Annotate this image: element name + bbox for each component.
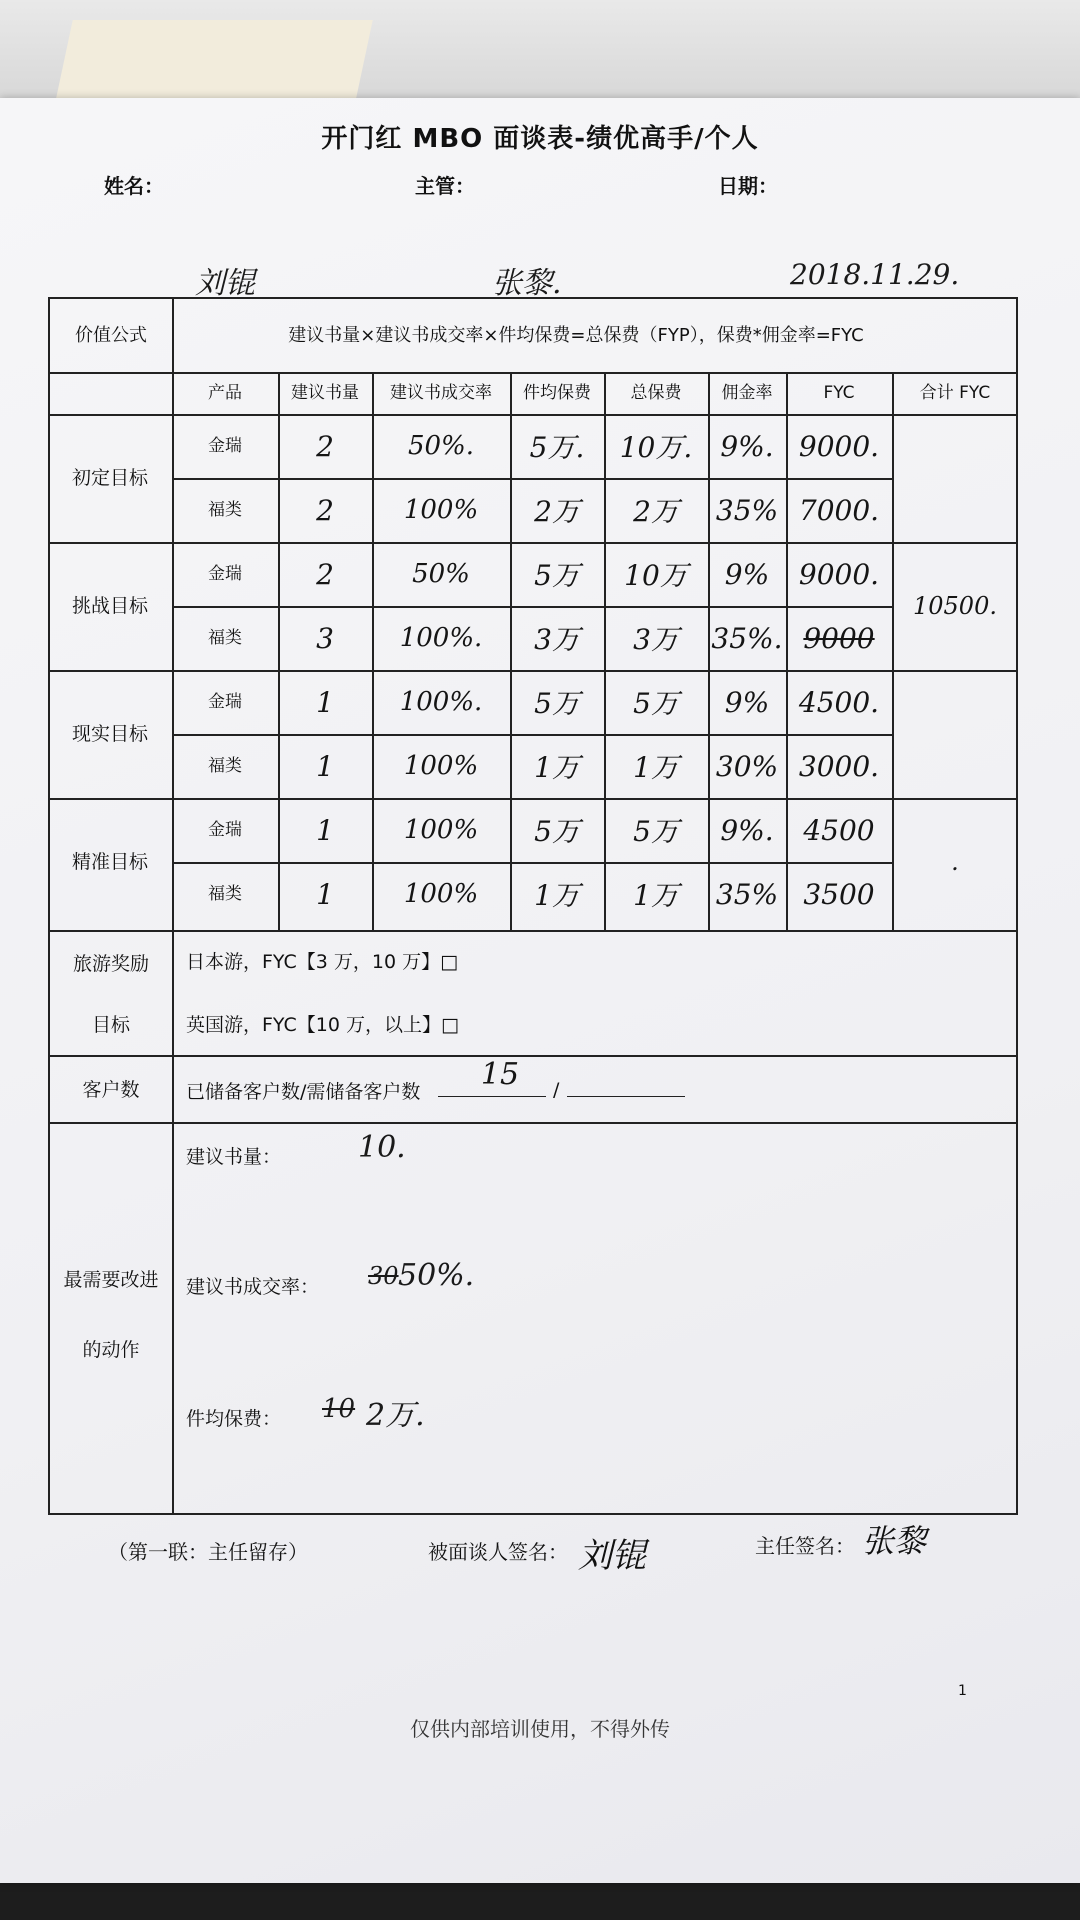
column-header: 总保费: [630, 382, 682, 403]
director-signature: 张黎: [862, 1522, 927, 1560]
travel-label-line2: 目标: [91, 1013, 130, 1036]
travel-label-line1: 旅游奖励: [72, 952, 149, 975]
table-cell-product: 福类: [208, 627, 242, 648]
table-cell-fyc: 4500.: [798, 685, 880, 719]
table-cell-rate: 100%: [403, 495, 479, 525]
table-cell-comm: 30%: [715, 749, 779, 783]
table-rule: [48, 1122, 1018, 1124]
group-label: 精准目标: [71, 850, 148, 873]
confidential-note: 仅供内部培训使用，不得外传: [410, 1717, 670, 1741]
table-cell-total: 5万: [633, 815, 679, 848]
clients-stored-line: [438, 1096, 546, 1097]
table-cell-avg: 3万: [534, 623, 580, 656]
table-cell-avg: 5万: [534, 559, 580, 592]
name-label: 姓名：: [104, 174, 164, 198]
group-total-fyc: [892, 414, 1018, 542]
group-label: 现实目标: [71, 722, 148, 745]
improve-close-rate-label: 建议书成交率：: [186, 1275, 320, 1298]
table-cell-total: 1万: [633, 751, 679, 784]
manager-label: 主管：: [415, 174, 475, 198]
formula-text: 建议书量×建议书成交率×件均保费=总保费（FYP），保费*佣金率=FYC: [288, 325, 864, 347]
improve-avg-premium-struck: 10: [322, 1394, 356, 1424]
table-cell-qty: 2: [316, 493, 334, 527]
table-cell-product: 金瑞: [208, 819, 242, 840]
table-cell-product: 金瑞: [208, 691, 242, 712]
table-cell-fyc: 9000.: [798, 429, 880, 463]
table-cell-fyc: 9000.: [798, 557, 880, 591]
improve-proposal-count-value: 10.: [358, 1130, 406, 1165]
copy-note: （第一联：主任留存）: [108, 1540, 308, 1564]
group-total-fyc: 10500.: [913, 592, 997, 620]
table-cell-rate: 100%: [403, 815, 479, 845]
table-cell-product: 福类: [208, 883, 242, 904]
table-cell-qty: 1: [316, 877, 334, 911]
table-cell-avg: 5万: [534, 687, 580, 720]
table-cell-fyc: 4500: [803, 813, 875, 847]
improve-proposal-count-label: 建议书量：: [186, 1145, 282, 1168]
table-cell-total: 1万: [633, 879, 679, 912]
table-cell-total: 10万: [624, 559, 688, 592]
improve-label-line2: 的动作: [82, 1338, 140, 1361]
group-rule: [48, 930, 1018, 932]
table-cell-comm: 35%: [715, 877, 779, 911]
table-cell-product: 金瑞: [208, 435, 242, 456]
improve-avg-premium-label: 件均保费：: [186, 1407, 282, 1430]
group-label: 挑战目标: [71, 594, 148, 617]
table-cell-rate: 100%.: [399, 623, 483, 653]
table-cell-rate: 50%.: [407, 431, 475, 461]
table-cell-fyc: 9000: [803, 621, 875, 655]
director-signature-label: 主任签名：: [755, 1534, 855, 1558]
column-header: 产品: [208, 382, 242, 403]
column-header: 佣金率: [721, 382, 773, 403]
table-cell-comm: 9%.: [720, 813, 774, 847]
table-cell-avg: 2万: [534, 495, 580, 528]
improve-label-line1: 最需要改进: [63, 1268, 159, 1291]
table-cell-product: 福类: [208, 499, 242, 520]
column-header: 建议书成交率: [390, 382, 492, 403]
table-cell-total: 2万: [633, 495, 679, 528]
name-value: 刘锟: [195, 266, 255, 301]
table-cell-fyc: 3500: [803, 877, 875, 911]
clients-separator: /: [553, 1079, 560, 1101]
group-label: 初定目标: [71, 466, 148, 489]
table-cell-rate: 100%: [403, 751, 479, 781]
date-label: 日期：: [718, 174, 778, 198]
table-cell-total: 3万: [633, 623, 679, 656]
table-cell-avg: 5万: [534, 815, 580, 848]
column-header: 建议书量: [291, 382, 359, 403]
table-cell-avg: 5万.: [529, 431, 585, 464]
table-cell-rate: 100%.: [399, 687, 483, 717]
column-header: 合计 FYC: [919, 382, 991, 403]
manager-value: 张黎.: [492, 266, 562, 301]
table-cell-comm: 35%: [715, 493, 779, 527]
table-cell-comm: 9%: [724, 557, 770, 591]
column-header: FYC: [823, 382, 855, 403]
improve-close-rate-value: 50%.: [398, 1258, 475, 1293]
formula-label: 价值公式: [75, 325, 147, 347]
column-header: 件均保费: [523, 382, 591, 403]
table-cell-qty: 1: [316, 813, 334, 847]
table-cell-product: 金瑞: [208, 563, 242, 584]
table-cell-product: 福类: [208, 755, 242, 776]
table-cell-total: 5万: [633, 687, 679, 720]
travel-option-japan: 日本游，FYC【3 万，10 万】□: [186, 950, 459, 973]
form-title: 开门红 MBO 面谈表-绩优高手/个人: [321, 124, 759, 154]
table-cell-fyc: 7000.: [798, 493, 880, 527]
table-cell-qty: 1: [316, 749, 334, 783]
clients-label: 客户数: [82, 1078, 140, 1101]
table-cell-qty: 2: [316, 429, 334, 463]
clients-text: 已储备客户数/需储备客户数: [186, 1080, 421, 1103]
improve-close-rate-struck: 30: [368, 1262, 399, 1290]
table-cell-fyc: 3000.: [798, 749, 880, 783]
table-cell-qty: 2: [316, 557, 334, 591]
table-cell-comm: 9%: [724, 685, 770, 719]
group-total-fyc: [892, 670, 1018, 798]
interviewee-signature: 刘锟: [578, 1536, 646, 1576]
table-cell-rate: 100%: [403, 879, 479, 909]
clients-stored-value: 15: [480, 1056, 520, 1092]
date-value: 2018.11.29.: [790, 258, 960, 291]
page-number: 1: [958, 1683, 967, 1699]
group-total-fyc: .: [951, 848, 959, 876]
table-cell-qty: 3: [316, 621, 334, 655]
improve-avg-premium-value: 2万.: [366, 1398, 425, 1433]
table-cell-qty: 1: [316, 685, 334, 719]
travel-option-uk: 英国游，FYC【10 万，以上】□: [186, 1013, 459, 1036]
table-cell-rate: 50%: [412, 559, 470, 589]
interviewee-signature-label: 被面谈人签名：: [428, 1540, 568, 1564]
table-cell-total: 10万.: [619, 431, 693, 464]
table-cell-avg: 1万: [534, 751, 580, 784]
table-cell-avg: 1万: [534, 879, 580, 912]
table-cell-comm: 35%.: [711, 621, 783, 655]
table-cell-comm: 9%.: [720, 429, 774, 463]
clients-needed-line: [567, 1096, 685, 1097]
